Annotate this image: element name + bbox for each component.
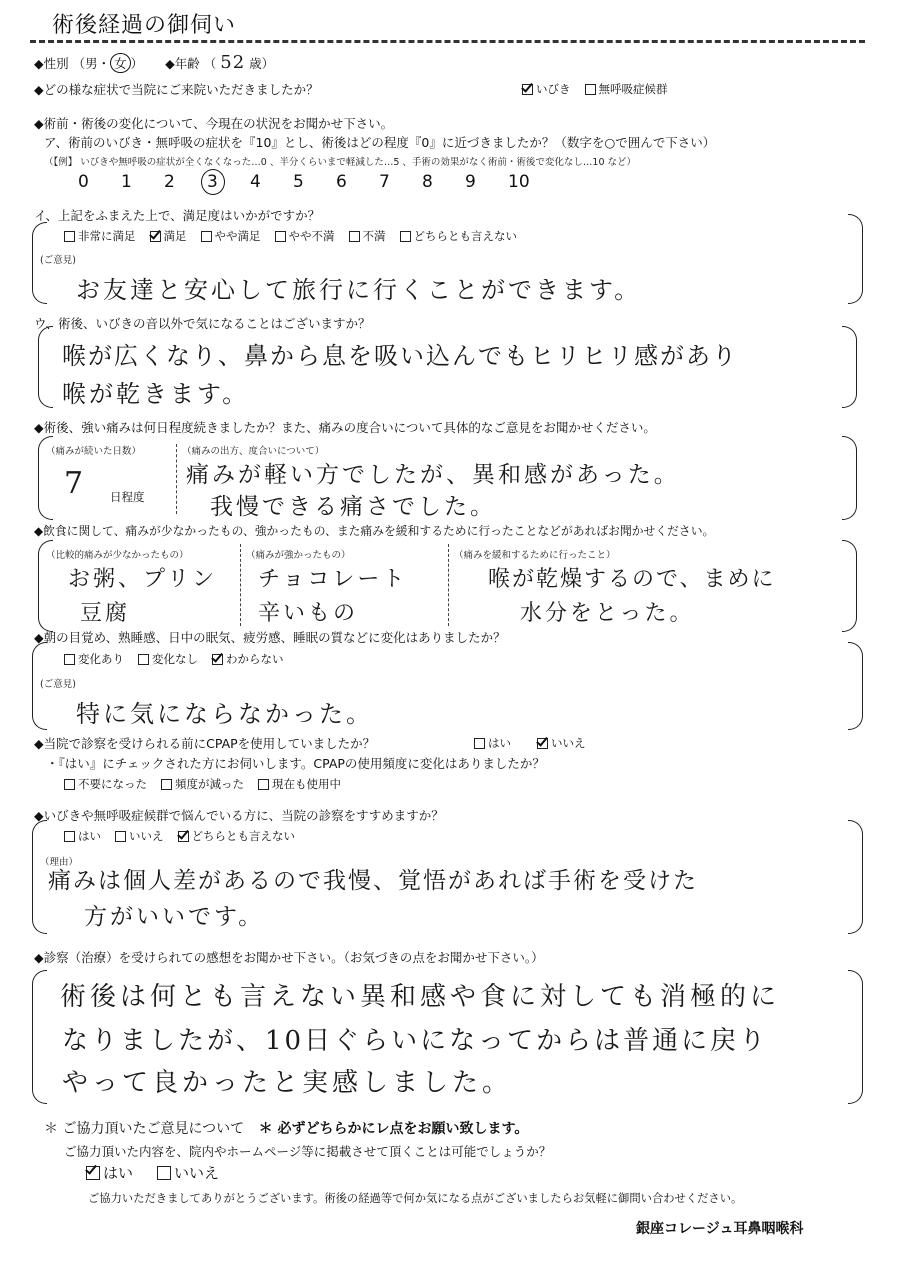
q7-bracket-right <box>848 642 863 730</box>
q8-options <box>474 735 586 751</box>
q6-col3-line1[interactable]: 喉が乾燥するので、まめに <box>488 567 776 592</box>
q10-answer-line1[interactable]: 術後は何とも言えない異和感や食に対しても消極的に <box>60 982 781 1012</box>
gender-label: ◆性別 <box>34 56 69 71</box>
q10-bracket-left <box>32 970 47 1104</box>
q8-sub-option-unneeded[interactable]: 不要になった <box>64 776 147 792</box>
checkbox-checked-icon[interactable] <box>537 738 548 749</box>
q9-option-neither[interactable]: どちらとも言えない <box>178 828 296 844</box>
q6-col2-label: （痛みが強かったもの） <box>246 550 351 561</box>
scale-0[interactable]: 0 <box>78 172 89 192</box>
q2-text: ◆術前・術後の変化について、今現在の状況をお聞かせ下さい。 <box>34 116 394 131</box>
checkbox-icon[interactable] <box>138 654 149 665</box>
q9-answer-line2[interactable]: 方がいいです。 <box>84 904 265 930</box>
q6-col3-label: （痛みを緩和するために行ったこと） <box>454 550 616 561</box>
checkbox-icon[interactable] <box>349 231 360 242</box>
checkbox-icon[interactable] <box>585 84 596 95</box>
q4-text: ウ、術後、いびきの音以外で気になることはございますか？ <box>34 316 371 331</box>
consent-question: ご協力頂いた内容を、院内やホームページ等に掲載させて頂くことは可能でしょうか？ <box>64 1144 552 1159</box>
checkbox-icon[interactable] <box>258 779 269 790</box>
checkbox-checked-icon[interactable] <box>212 654 223 665</box>
q6-col1-line1[interactable]: お粥、プリン <box>68 567 218 592</box>
q6-col1-line2[interactable]: 豆腐 <box>80 601 131 626</box>
checkbox-icon[interactable] <box>400 231 411 242</box>
title-divider <box>30 40 865 43</box>
scale-3-selected[interactable]: 3 <box>207 172 250 192</box>
q8-text: ◆当院で診察を受けられる前にCPAPを使用していましたか？ <box>34 736 376 751</box>
age-label: ◆年齢 <box>165 56 200 71</box>
gender-suffix: ） <box>130 56 144 71</box>
q1-options <box>522 81 668 97</box>
consent-options <box>86 1162 219 1183</box>
q8-sub-option-still-using[interactable]: 現在も使用中 <box>258 776 341 792</box>
q3-bracket-right <box>848 214 863 304</box>
scale-4[interactable]: 4 <box>250 172 261 192</box>
consent-option-no[interactable]: いいえ <box>157 1162 219 1183</box>
q3-opinion-label: (ご意見) <box>40 255 76 266</box>
scale-1[interactable]: 1 <box>121 172 132 192</box>
q5-bracket-right <box>842 436 857 520</box>
scale-2[interactable]: 2 <box>164 172 175 192</box>
checkbox-icon[interactable] <box>64 654 75 665</box>
q4-bracket-left <box>38 326 53 408</box>
q10-answer-line2[interactable]: なりましたが、10日ぐらいになってからは普通に戻り <box>62 1026 769 1056</box>
q7-option-no-change[interactable]: 変化なし <box>138 651 198 667</box>
q5-days-unit: 日程度 <box>110 490 145 504</box>
q3-option-satisfied[interactable]: 満足 <box>150 228 187 244</box>
q6-divider-2 <box>448 544 449 626</box>
consent-head-text: ＊ ご協力頂いたご意見について <box>44 1121 245 1137</box>
clinic-name: 銀座コレージュ耳鼻咽喉科 <box>636 1221 804 1237</box>
checkbox-checked-icon[interactable] <box>150 231 161 242</box>
q9-text: ◆いびきや無呼吸症候群で悩んでいる方に、当院の診察をすすめますか？ <box>34 808 444 823</box>
age-unit: 歳） <box>249 56 275 71</box>
scale-8[interactable]: 8 <box>422 172 433 192</box>
q5-divider <box>176 444 177 514</box>
q1-text: ◆どの様な症状で当院にご来院いただきましたか？ <box>34 82 319 97</box>
q5-days-label: （痛みが続いた日数） <box>46 446 142 457</box>
q9-answer-line1[interactable]: 痛みは個人差があるので我慢、覚悟があれば手術を受けた <box>48 868 698 894</box>
q9-bracket-left <box>32 820 47 934</box>
checkbox-icon[interactable] <box>275 231 286 242</box>
scale-7[interactable]: 7 <box>379 172 390 192</box>
q5-days-value[interactable]: 7 <box>64 466 87 501</box>
scale-10[interactable]: 10 <box>508 172 530 192</box>
q7-text: ◆朝の目覚め、熟睡感、日中の眠気、疲労感、睡眠の質などに変化はありましたか？ <box>34 630 506 645</box>
age-open: （ <box>203 56 217 71</box>
checkbox-icon[interactable] <box>64 831 75 842</box>
checkbox-icon[interactable] <box>157 1166 171 1180</box>
q6-col2-line1[interactable]: チョコレート <box>258 567 408 592</box>
scale-6[interactable]: 6 <box>336 172 347 192</box>
checkbox-icon[interactable] <box>115 831 126 842</box>
q2-scale <box>78 172 551 192</box>
q7-options <box>64 651 284 667</box>
consent-head <box>44 1118 528 1138</box>
q3-option-neither[interactable]: どちらとも言えない <box>400 228 518 244</box>
q9-reason-label: （理由） <box>40 857 79 868</box>
q3-option-somewhat-satisfied[interactable]: やや満足 <box>201 228 261 244</box>
q3-text: イ、上記をふまえた上で、満足度はいかがですか？ <box>34 208 321 223</box>
q3-options <box>64 228 517 244</box>
q8-option-no[interactable]: いいえ <box>537 735 586 751</box>
q5-degree-label: （痛みの出方、度合いについて） <box>182 446 325 457</box>
q8-sub-option-reduced[interactable]: 頻度が減った <box>161 776 244 792</box>
q8-sub: ・『はい』にチェックされた方にお伺いします。CPAPの使用頻度に変化はありましたか？ <box>46 756 545 771</box>
gender-selected[interactable]: 女 <box>110 53 131 73</box>
q7-opinion-label: (ご意見) <box>40 679 76 690</box>
q4-bracket-right <box>842 326 857 408</box>
q3-option-somewhat-dissatisfied[interactable]: やや不満 <box>275 228 335 244</box>
checkbox-checked-icon[interactable] <box>522 84 533 95</box>
q4-answer-line2[interactable]: 喉が乾きます。 <box>62 380 250 408</box>
q7-option-unknown[interactable]: わからない <box>212 651 284 667</box>
checkbox-icon[interactable] <box>161 779 172 790</box>
age-value[interactable]: 52 <box>220 52 246 73</box>
checkbox-icon[interactable] <box>64 779 75 790</box>
q5-text: ◆術後、強い痛みは何日程度続きましたか？また、痛みの度合いについて具体的なご意見をお聞かせください。 <box>34 420 656 435</box>
q10-bracket-right <box>848 970 863 1104</box>
checkbox-icon[interactable] <box>64 231 75 242</box>
q1-option-apnea[interactable]: 無呼吸症候群 <box>585 81 668 97</box>
q9-option-no[interactable]: いいえ <box>115 828 164 844</box>
checkbox-icon[interactable] <box>201 231 212 242</box>
q2-example: （【例】 いびきや無呼吸の症状が全くなくなった…0 、半分くらいまで軽減した…5 、手術の効果がなく術前・術後で変化なし…10 など） <box>44 157 637 168</box>
q8-option-yes[interactable]: はい <box>474 735 511 751</box>
consent-thanks: ご協力いただきましてありがとうございます。術後の経過等で何か気になる点がございましたらお気軽に御問い合わせください。 <box>88 1192 743 1205</box>
q9-option-yes[interactable]: はい <box>64 828 101 844</box>
q6-col1-label: （比較的痛みが少なかったもの） <box>46 550 189 561</box>
q1-option-ibiki[interactable]: いびき <box>522 81 571 97</box>
q5-answer-line2[interactable]: 我慢できる痛さでした。 <box>210 494 496 520</box>
q6-divider-1 <box>240 544 241 626</box>
gender-row <box>34 52 274 73</box>
consent-option-yes[interactable]: はい <box>86 1162 133 1183</box>
q6-text: ◆飲食に関して、痛みが少なかったもの、強かったもの、また痛みを緩和するために行ったことなどがあればお聞かせください。 <box>34 524 715 538</box>
q6-bracket-right <box>842 540 857 632</box>
page-title: 術後経過の御伺い <box>52 13 237 38</box>
checkbox-icon[interactable] <box>474 738 485 749</box>
q9-bracket-right <box>848 820 863 934</box>
q4-answer-line1[interactable]: 喉が広くなり、鼻から息を吸い込んでもヒリヒリ感があり <box>62 342 738 370</box>
q3-option-very-satisfied[interactable]: 非常に満足 <box>64 228 136 244</box>
q8-sub-options <box>64 776 341 792</box>
q9-options <box>64 828 295 844</box>
q6-col2-line2[interactable]: 辛いもの <box>258 601 359 626</box>
q10-answer-line3[interactable]: やって良かったと実感しました。 <box>62 1068 513 1098</box>
checkbox-checked-icon[interactable] <box>86 1166 100 1180</box>
consent-head-bold: ＊ 必ずどちらかにレ点をお願い致します。 <box>258 1121 529 1137</box>
checkbox-checked-icon[interactable] <box>178 831 189 842</box>
q7-option-changed[interactable]: 変化あり <box>64 651 124 667</box>
scale-5[interactable]: 5 <box>293 172 304 192</box>
q10-text: ◆診察（治療）を受けられての感想をお聞かせ下さい。（お気づきの点をお聞かせ下さい。） <box>34 950 544 965</box>
q3-option-dissatisfied[interactable]: 不満 <box>349 228 386 244</box>
q3-answer[interactable]: お友達と安心して旅行に行くことができます。 <box>76 276 642 304</box>
gender-prefix: （男・ <box>72 56 111 71</box>
q2-sub-a: ア、術前のいびき・無呼吸の症状を『10』とし、術後はどの程度『0』に近づきましたか？（数字を○で囲んで下さい） <box>44 135 716 150</box>
q7-answer[interactable]: 特に気にならなかった。 <box>76 700 373 728</box>
q6-col3-line2[interactable]: 水分をとった。 <box>520 601 695 626</box>
scale-9[interactable]: 9 <box>465 172 476 192</box>
q5-answer-line1[interactable]: 痛みが軽い方でしたが、異和感があった。 <box>186 462 680 488</box>
